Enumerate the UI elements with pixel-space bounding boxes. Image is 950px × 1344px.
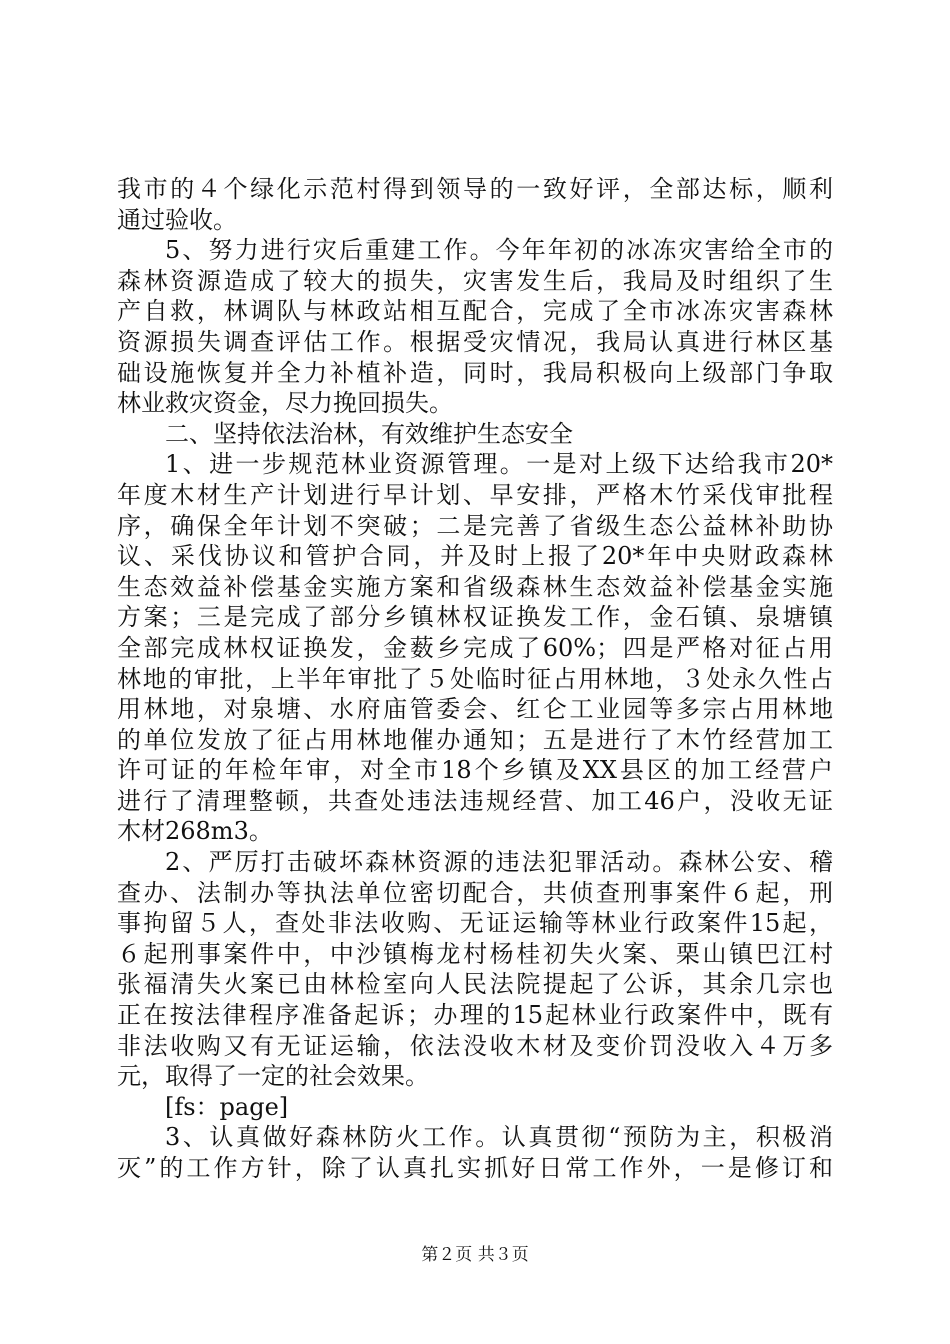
text-line: 3、认真做好森林防火工作。认真贯彻“预防为主，积极消 bbox=[165, 1123, 833, 1152]
text-line: 木材268m3。 bbox=[117, 817, 273, 846]
text-line: ６起刑事案件中，中沙镇梅龙村杨桂初失火案、栗山镇巴江村 bbox=[117, 939, 833, 968]
text-line: 非法收购又有无证运输，依法没收木材及变价罚没收入４万多 bbox=[117, 1031, 833, 1060]
text-line: 灭”的工作方针，除了认真扎实抓好日常工作外，一是修订和 bbox=[117, 1154, 833, 1182]
text-line: 林业救灾资金，尽力挽回损失。 bbox=[117, 389, 453, 418]
text-line: 年度木材生产计划进行早计划、早安排，严格木竹采伐审批程 bbox=[117, 480, 833, 509]
text-line: 的单位发放了征占用林地催办通知；五是进行了木竹经营加工 bbox=[117, 725, 833, 754]
text-line: 议、采伐协议和管护合同，并及时上报了20*年中央财政森林 bbox=[117, 542, 833, 571]
text-line: 进行了清理整顿，共查处违法违规经营、加工46户，没收无证 bbox=[117, 786, 833, 815]
text-line: 方案；三是完成了部分乡镇林权证换发工作，金石镇、泉塘镇 bbox=[117, 603, 833, 632]
text-line: 查办、法制办等执法单位密切配合，共侦查刑事案件６起，刑 bbox=[117, 878, 833, 907]
text-line: 林地的审批，上半年审批了５处临时征占用林地，３处永久性占 bbox=[117, 664, 833, 693]
text-line: 元，取得了一定的社会效果。 bbox=[117, 1062, 429, 1091]
text-line: 森林资源造成了较大的损失，灾害发生后，我局及时组织了生 bbox=[117, 266, 833, 295]
text-line: 序，确保全年计划不突破；二是完善了省级生态公益林补助协 bbox=[117, 511, 833, 540]
text-line: 张福清失火案已由林检室向人民法院提起了公诉，其余几宗也 bbox=[117, 970, 833, 999]
text-line: [fs：page] bbox=[165, 1092, 289, 1121]
document-body bbox=[117, 174, 833, 1184]
text-line: 通过验收。 bbox=[117, 205, 237, 234]
text-line: 事拘留５人，查处非法收购、无证运输等林业行政案件15起， bbox=[117, 909, 833, 938]
text-line: 资源损失调查评估工作。根据受灾情况，我局认真进行林区基 bbox=[117, 327, 833, 356]
text-line: 础设施恢复并全力补植补造，同时，我局积极向上级部门争取 bbox=[117, 358, 833, 387]
page-number: 第２页 共３页 bbox=[421, 1245, 529, 1265]
text-line: 生态效益补偿基金实施方案和省级森林生态效益补偿基金实施 bbox=[117, 572, 833, 601]
text-line: 产自救，林调队与林政站相互配合，完成了全市冰冻灾害森林 bbox=[117, 297, 833, 326]
text-line: 全部完成林权证换发，金薮乡完成了60%；四是严格对征占用 bbox=[117, 633, 833, 662]
text-line: 我市的４个绿化示范村得到领导的一致好评，全部达标，顺利 bbox=[117, 175, 833, 203]
text-line: 正在按法律程序准备起诉；办理的15起林业行政案件中，既有 bbox=[117, 1001, 833, 1030]
text-line: 2、严厉打击破坏森林资源的违法犯罪活动。森林公安、稽 bbox=[165, 848, 833, 877]
text-line: 1、进一步规范林业资源管理。一是对上级下达给我市20* bbox=[165, 450, 833, 479]
text-line: 许可证的年检年审，对全市18个乡镇及XX县区的加工经营户 bbox=[117, 756, 833, 785]
text-line: 5、努力进行灾后重建工作。今年年初的冰冻灾害给全市的 bbox=[165, 236, 833, 265]
text-line: 二、坚持依法治林，有效维护生态安全 bbox=[165, 419, 573, 448]
text-line: 用林地，对泉塘、水府庙管委会、红仑工业园等多宗占用林地 bbox=[117, 695, 833, 724]
